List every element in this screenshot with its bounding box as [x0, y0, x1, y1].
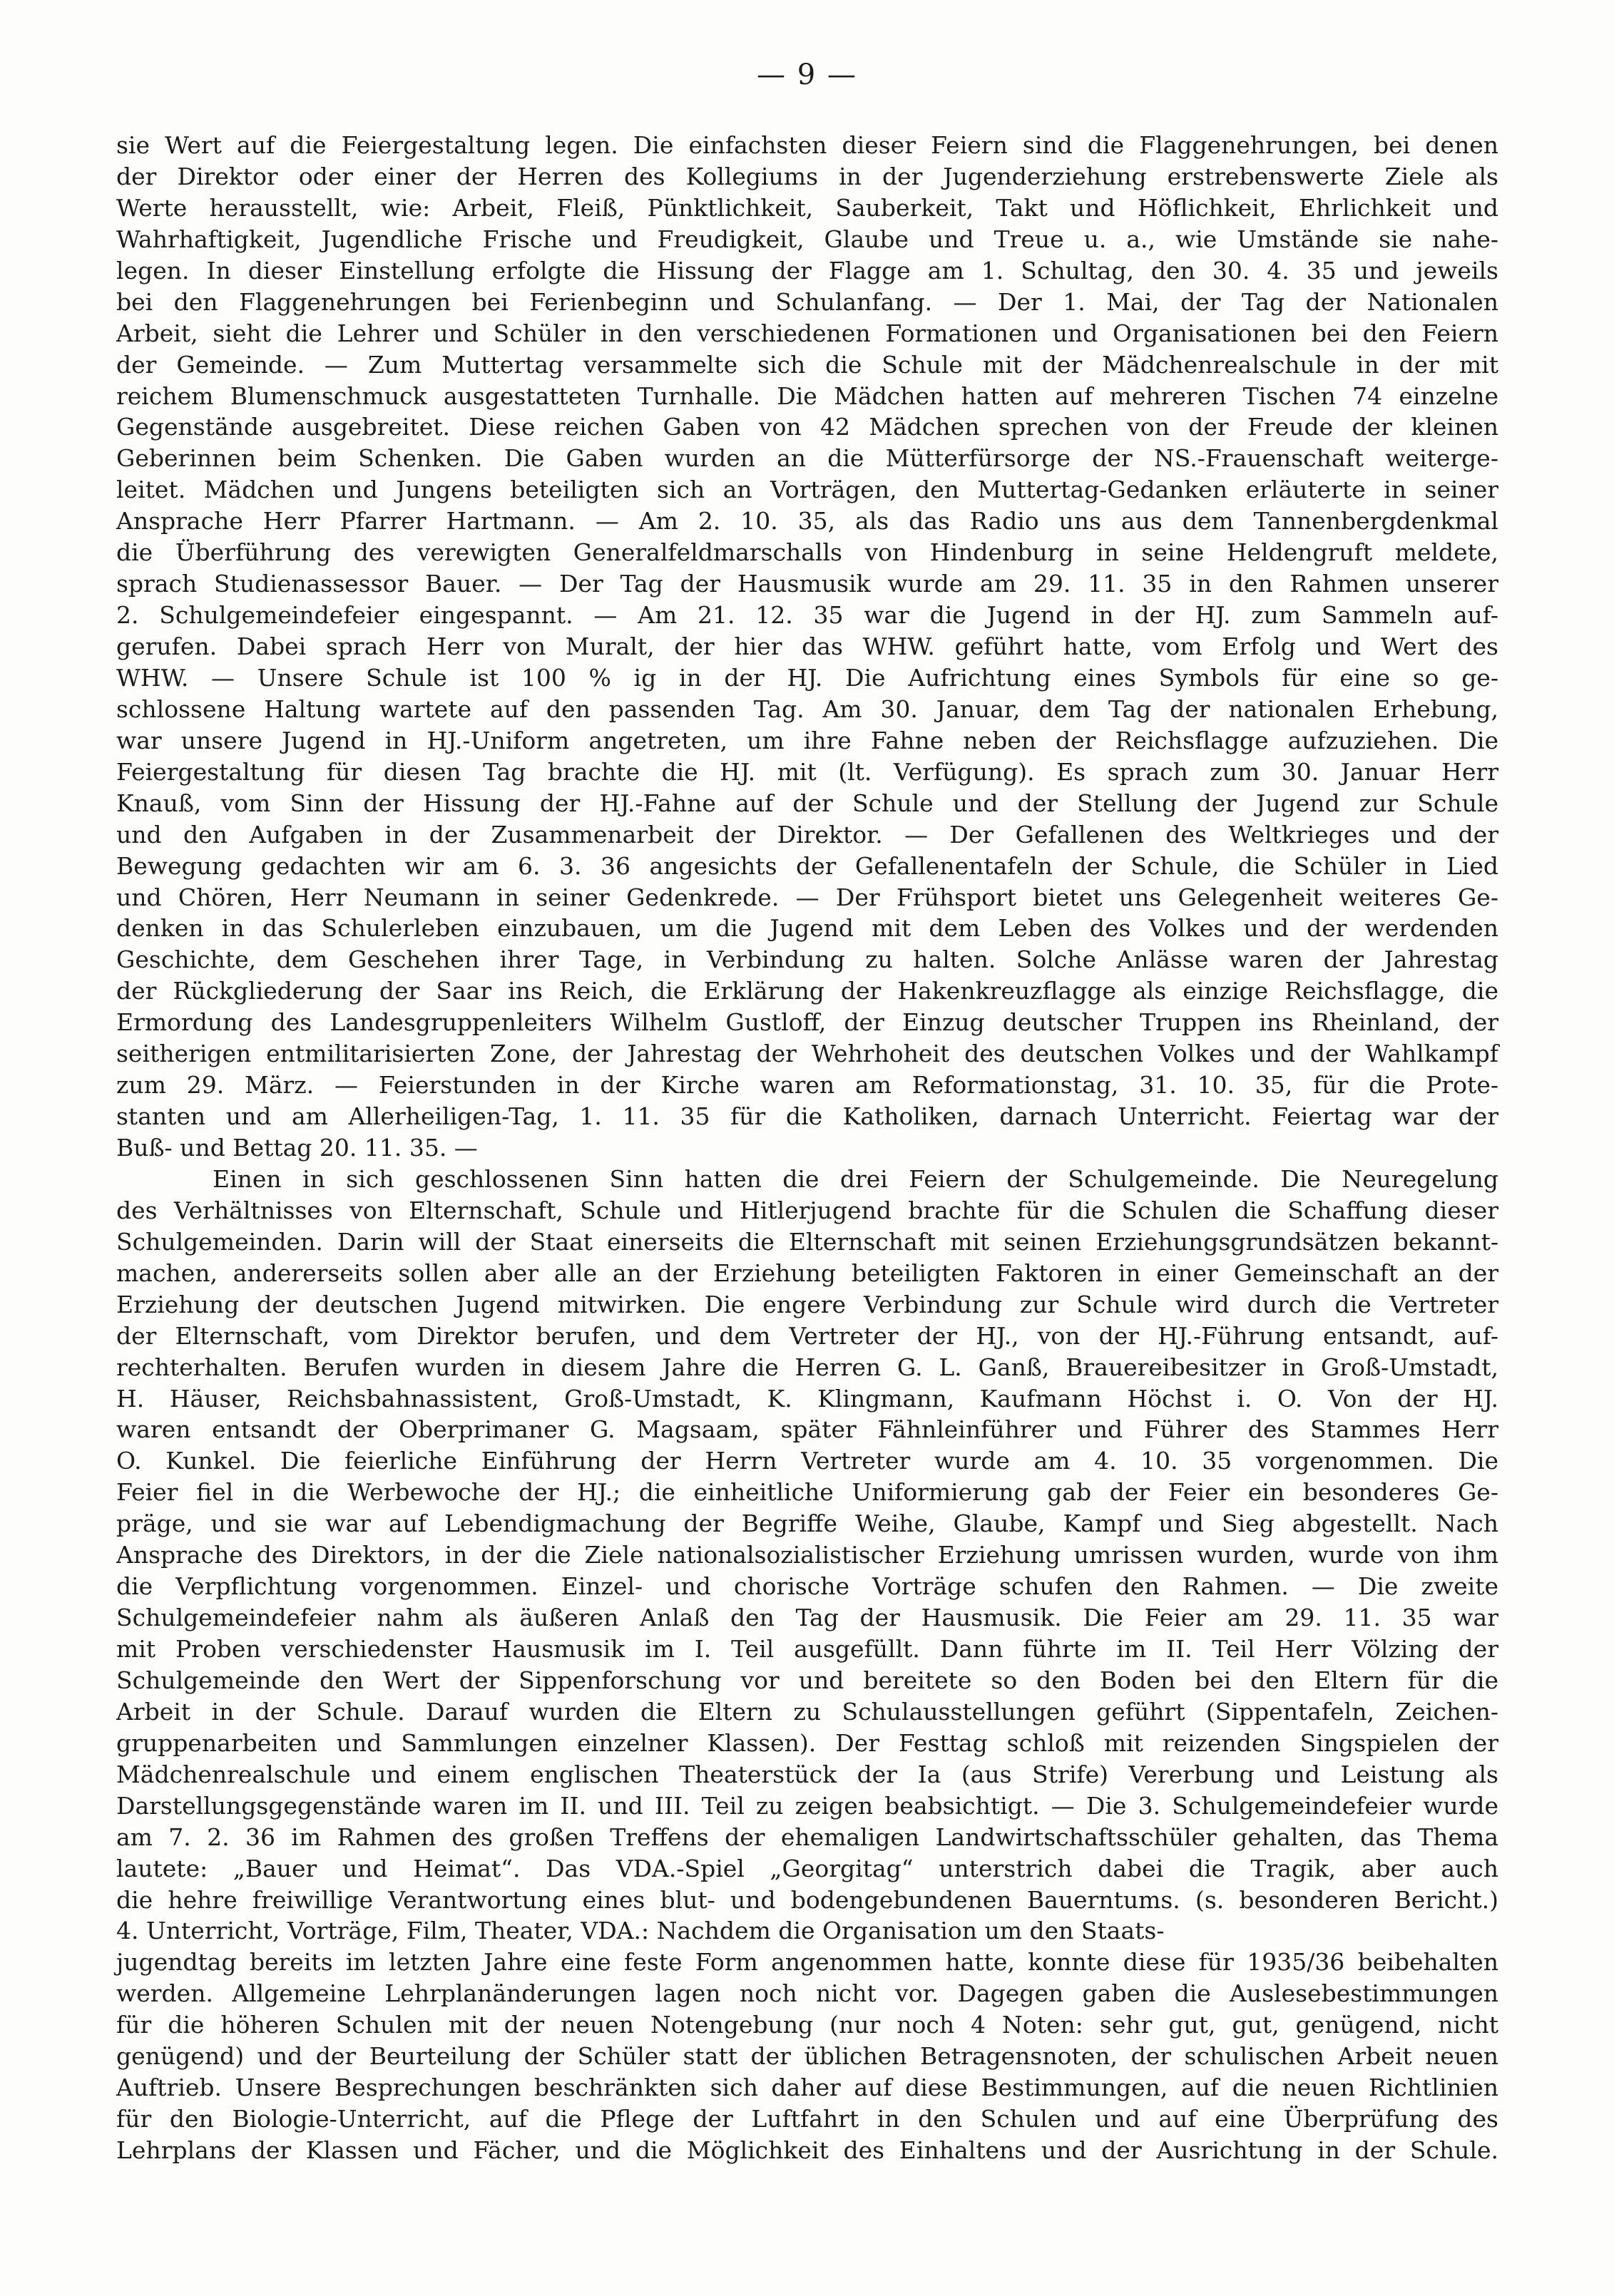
text-line: lautete: „Bauer und Heimat“. Das VDA.-Spiel „Georgitag“ unterstrich dabei die Tragik, aber auch [116, 1854, 1498, 1882]
text-line: zum 29. März. — Feierstunden in der Kirche waren am Reformationstag, 31. 10. 35, für die Prote- [116, 1071, 1498, 1100]
text-line: Bewegung gedachten wir am 6. 3. 36 angesichts der Gefallenentafeln der Schule, die Schüler in Lied [116, 851, 1498, 880]
text-line: am 7. 2. 36 im Rahmen des großen Treffens der ehemaligen Landwirtschaftsschüler gehalten, das Thema [116, 1823, 1498, 1851]
text-line: Arbeit, sieht die Lehrer und Schüler in den verschiedenen Formationen und Organisationen bei den Feiern [116, 319, 1498, 347]
text-line: Feiergestaltung für diesen Tag brachte die HJ. mit (lt. Verfügung). Es sprach zum 30. Januar Herr [116, 757, 1498, 786]
text-line: und den Aufgaben in der Zusammenarbeit der Direktor. — Der Gefallenen des Weltkrieges und der [116, 820, 1498, 849]
text-line: für den Biologie-Unterricht, auf die Pflege der Luftfahrt in den Schulen und auf eine Überprüfung des [116, 2105, 1498, 2133]
text-line: sprach Studienassessor Bauer. — Der Tag der Hausmusik wurde am 29. 11. 35 in den Rahmen unserer [116, 570, 1498, 598]
page-number: — 9 — [757, 58, 857, 91]
text-line: Darstellungsgegenstände waren im II. und III. Teil zu zeigen beabsichtigt. — Die 3. Schulgemeindefeier wurde [116, 1791, 1498, 1820]
text-line: Werte herausstellt, wie: Arbeit, Fleiß, Pünktlichkeit, Sauberkeit, Takt und Höflichkeit, Ehrlichkeit und [116, 193, 1498, 222]
text-line: Ansprache Herr Pfarrer Hartmann. — Am 2. 10. 35, als das Radio uns aus dem Tannenbergdenkmal [116, 507, 1498, 535]
text-line: seitherigen entmilitarisierten Zone, der Jahrestag der Wehrhoheit des deutschen Volkes und der Wahlkampf [116, 1040, 1498, 1068]
text-line: Geberinnen beim Schenken. Die Gaben wurden an die Mütterfürsorge der NS.-Frauenschaft weiterge- [116, 444, 1498, 473]
text-line: Ansprache des Direktors, in der die Ziele nationalsozialistischer Erziehung umrissen wurden, wurde von ihm [116, 1541, 1498, 1569]
text-line: Feier fiel in die Werbewoche der HJ.; die einheitliche Uniformierung gab der Feier ein besonderes Ge- [116, 1478, 1498, 1507]
text-line: Knauß, vom Sinn der Hissung der HJ.-Fahne auf der Schule und der Stellung der Jugend zur Schule [116, 789, 1498, 817]
text-line: Arbeit in der Schule. Darauf wurden die Eltern zu Schulausstellungen geführt (Sippentafeln, Zeichen- [116, 1697, 1498, 1726]
text-line: stanten und am Allerheiligen-Tag, 1. 11. 35 für die Katholiken, darnach Unterricht. Feiertag war der [116, 1102, 1498, 1131]
text-line: 2. Schulgemeindefeier eingespannt. — Am 21. 12. 35 war die Jugend in der HJ. zum Sammeln auf- [116, 601, 1498, 630]
text-line: präge, und sie war auf Lebendigmachung der Begriffe Weihe, Glaube, Kampf und Sieg abgestellt. Nach [116, 1510, 1498, 1538]
text-line: mit Proben verschiedenster Hausmusik im I. Teil ausgefüllt. Dann führte im II. Teil Herr Völzing der [116, 1635, 1498, 1663]
text-line: bei den Flaggenehrungen bei Ferienbeginn und Schulanfang. — Der 1. Mai, der Tag der Nationalen [116, 287, 1498, 316]
text-line: reichem Blumenschmuck ausgestatteten Turnhalle. Die Mädchen hatten auf mehreren Tischen 74 einzelne [116, 381, 1498, 410]
text-line: jugendtag bereits im letzten Jahre eine feste Form angenommen hatte, konnte diese für 1935/36 beibehalten [116, 1948, 1498, 1977]
text-line: Lehrplans der Klassen und Fächer, und die Möglichkeit des Einhaltens und der Ausrichtung in der Schule. [116, 2136, 1498, 2164]
text-line: leitet. Mädchen und Jungens beteiligten sich an Vorträgen, den Muttertag-Gedanken erläuterte in seiner [116, 476, 1498, 504]
text-line: H. Häuser, Reichsbahnassistent, Groß-Umstadt, K. Klingmann, Kaufmann Höchst i. O. Von der HJ. [116, 1384, 1498, 1413]
text-line: werden. Allgemeine Lehrplanänderungen lagen noch nicht vor. Dagegen gaben die Auslesebestimmungen [116, 1979, 1498, 2008]
text-line: Schulgemeindefeier nahm als äußeren Anlaß den Tag der Hausmusik. Die Feier am 29. 11. 35 war [116, 1604, 1498, 1632]
text-line: Erziehung der deutschen Jugend mitwirken. Die engere Verbindung zur Schule wird durch die Vertreter [116, 1290, 1498, 1318]
text-line: Gegenstände ausgebreitet. Diese reichen Gaben von 42 Mädchen sprechen von der Freude der kleinen [116, 413, 1498, 441]
text-line: WHW. — Unsere Schule ist 100 % ig in der HJ. Die Aufrichtung eines Symbols für eine so ge- [116, 663, 1498, 692]
text-line: 4. Unterricht, Vorträge, Film, Theater, VDA.: Nachdem die Organisation um den Staats- [116, 1917, 1165, 1945]
text-line: der Elternschaft, vom Direktor berufen, und dem Vertreter der HJ., von der HJ.-Führung entsandt, auf- [116, 1321, 1498, 1350]
text-line: gerufen. Dabei sprach Herr von Muralt, der hier das WHW. geführt hatte, vom Erfolg und Wert des [116, 632, 1498, 660]
text-line: Wahrhaftigkeit, Jugendliche Frische und Freudigkeit, Glaube und Treue u. a., wie Umstände sie nahe- [116, 225, 1498, 253]
text-line: Buß- und Bettag 20. 11. 35. — [116, 1134, 478, 1162]
text-line: O. Kunkel. Die feierliche Einführung der Herrn Vertreter wurde am 4. 10. 35 vorgenommen. Die [116, 1447, 1498, 1475]
text-line: gruppenarbeiten und Sammlungen einzelner Klassen). Der Festtag schloß mit reizenden Singspielen der [116, 1728, 1498, 1757]
text-line: die Verpflichtung vorgenommen. Einzel- und chorische Vorträge schufen den Rahmen. — Die zweite [116, 1572, 1498, 1601]
text-line: der Gemeinde. — Zum Muttertag versammelte sich die Schule mit der Mädchenrealschule in der mit [116, 350, 1498, 379]
text-line: legen. In dieser Einstellung erfolgte die Hissung der Flagge am 1. Schultag, den 30. 4. 35 und jeweils [116, 256, 1498, 285]
text-line: Schulgemeinde den Wert der Sippenforschung vor und bereitete so den Boden bei den Eltern für die [116, 1666, 1498, 1694]
text-line: genügend) und der Beurteilung der Schüler statt der üblichen Betragensnoten, der schulischen Arbeit neuen [116, 2042, 1498, 2071]
text-line: Ermordung des Landesgruppenleiters Wilhelm Gustloff, der Einzug deutscher Truppen ins Rheinland, der [116, 1008, 1498, 1037]
text-line: Mädchenrealschule und einem englischen Theaterstück der Ia (aus Strife) Vererbung und Leistung als [116, 1760, 1498, 1788]
text-line: denken in das Schulerleben einzubauen, um die Jugend mit dem Leben des Volkes und der werdenden [116, 914, 1498, 943]
text-line: die Überführung des verewigten Generalfeldmarschalls von Hindenburg in seine Heldengruft meldete, [116, 538, 1498, 567]
text-line: und Chören, Herr Neumann in seiner Gedenkrede. — Der Frühsport bietet uns Gelegenheit weiteres Ge- [116, 883, 1498, 911]
text-line: schlossene Haltung wartete auf den passenden Tag. Am 30. Januar, dem Tag der nationalen Erhebung, [116, 695, 1498, 723]
text-line: machen, andererseits sollen aber alle an der Erziehung beteiligten Faktoren in einer Gemeinschaft an der [116, 1259, 1498, 1287]
text-line: Einen in sich geschlossenen Sinn hatten die drei Feiern der Schulgemeinde. Die Neuregelung [213, 1164, 1498, 1193]
text-line: waren entsandt der Oberprimaner G. Magsaam, später Fähnleinführer und Führer des Stammes Herr [116, 1415, 1498, 1444]
text-line: die hehre freiwillige Verantwortung eines blut- und bodengebundenen Bauerntums. (s. besonderen Bericht.) [116, 1885, 1498, 1914]
text-line: Schulgemeinden. Darin will der Staat einerseits die Elternschaft mit seinen Erziehungsgrundsätzen bekannt- [116, 1227, 1498, 1256]
text-line: Auftrieb. Unsere Besprechungen beschränkten sich daher auf diese Bestimmungen, auf die neuen Richtlinien [116, 2074, 1498, 2102]
text-line: des Verhältnisses von Elternschaft, Schule und Hitlerjugend brachte für die Schulen die Schaffung dieser [116, 1196, 1498, 1224]
text-line: war unsere Jugend in HJ.-Uniform angetreten, um ihre Fahne neben der Reichsflagge aufzuziehen. Die [116, 726, 1498, 754]
text-line: sie Wert auf die Feiergestaltung legen. Die einfachsten dieser Feiern sind die Flaggenehrungen, bei denen [116, 131, 1498, 159]
text-line: für die höheren Schulen mit der neuen Notengebung (nur noch 4 Noten: sehr gut, gut, genügend, nicht [116, 2011, 1498, 2039]
body-text [116, 130, 1498, 2166]
text-line: der Rückgliederung der Saar ins Reich, die Erklärung der Hakenkreuzflagge als einzige Reichsflagge, die [116, 977, 1498, 1005]
text-line: der Direktor oder einer der Herren des Kollegiums in der Jugenderziehung erstrebenswerte Ziele als [116, 162, 1498, 190]
text-line: Geschichte, dem Geschehen ihrer Tage, in Verbindung zu halten. Solche Anlässe waren der Jahrestag [116, 945, 1498, 974]
text-line: rechterhalten. Berufen wurden in diesem Jahre die Herren G. L. Ganß, Brauereibesitzer in Groß-Umstadt, [116, 1353, 1498, 1381]
